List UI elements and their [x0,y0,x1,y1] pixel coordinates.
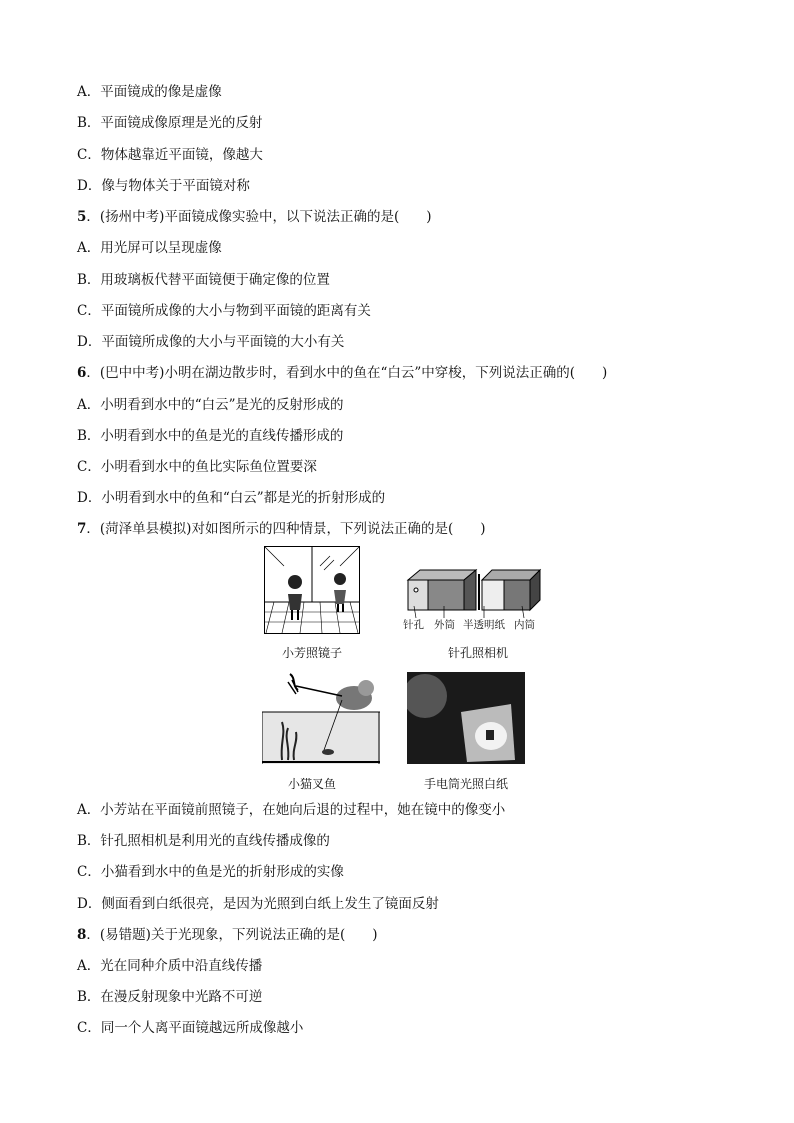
label-inner-tube: 内筒 [514,619,535,631]
q7-option-d: D．侧面看到白纸很亮，是因为光照到白纸上发生了镜面反射 [77,896,439,912]
q4-option-a: A．平面镜成的像是虚像 [77,84,222,100]
q5-option-c: C．平面镜所成像的大小与物到平面镜的距离有关 [77,303,371,319]
q5-option-b: B．用玻璃板代替平面镜便于确定像的位置 [77,272,330,288]
flashlight-paper-illustration [407,672,525,764]
q5-stem [77,208,431,226]
mirror-scene-illustration [264,546,360,634]
q4-option-d: D．像与物体关于平面镜对称 [77,178,250,194]
q6-option-b: B．小明看到水中的鱼是光的直线传播形成的 [77,428,344,444]
caption-cat-fishing: 小猫叉鱼 [287,777,336,791]
label-outer-tube: 外筒 [434,619,455,631]
q5-option-d: D．平面镜所成像的大小与平面镜的大小有关 [77,334,345,350]
caption-pinhole-camera: 针孔照相机 [447,646,508,660]
q5-option-a: A．用光屏可以呈现虚像 [77,240,222,256]
caption-flashlight: 手电筒光照白纸 [423,777,508,791]
q6-stem [77,364,607,382]
caption-mirror: 小芳照镜子 [281,646,342,660]
q7-option-c: C．小猫看到水中的鱼是光的折射形成的实像 [77,864,344,880]
q6-number: 6 [77,365,87,381]
q5-number: 5 [77,209,87,225]
q7-stem-text: ．(菏泽单县模拟)对如图所示的四种情景，下列说法正确的是( ) [86,521,486,537]
label-pinhole: 针孔 [403,619,424,631]
q4-option-c: C．物体越靠近平面镜，像越大 [77,147,263,163]
cat-fishing-illustration [262,672,380,764]
q7-option-b: B．针孔照相机是利用光的直线传播成像的 [77,833,330,849]
q6-option-d: D．小明看到水中的鱼和“白云”都是光的折射形成的 [77,490,386,506]
q8-stem [77,926,377,944]
q7-option-a: A．小芳站在平面镜前照镜子，在她向后退的过程中，她在镜中的像变小 [77,802,506,818]
q8-option-c: C．同一个人离平面镜越远所成像越小 [77,1020,304,1036]
q8-stem-text: ．(易错题)关于光现象，下列说法正确的是( ) [86,927,378,943]
q6-option-a: A．小明看到水中的“白云”是光的反射形成的 [77,397,344,413]
q6-stem-text: ．(巴中中考)小明在湖边散步时，看到水中的鱼在“白云”中穿梭，下列说法正确的( ) [86,365,608,381]
q8-option-b: B．在漫反射现象中光路不可逆 [77,989,263,1005]
q8-option-a: A．光在同种介质中沿直线传播 [77,958,263,974]
q6-option-c: C．小明看到水中的鱼比实际鱼位置要深 [77,459,317,475]
q8-number: 8 [77,927,87,943]
label-translucent-paper: 半透明纸 [463,619,505,631]
q4-option-b: B．平面镜成像原理是光的反射 [77,115,263,131]
q5-stem-text: ．(扬州中考)平面镜成像实验中，以下说法正确的是( ) [86,209,432,225]
q7-stem [77,520,485,538]
q7-number: 7 [77,521,87,537]
